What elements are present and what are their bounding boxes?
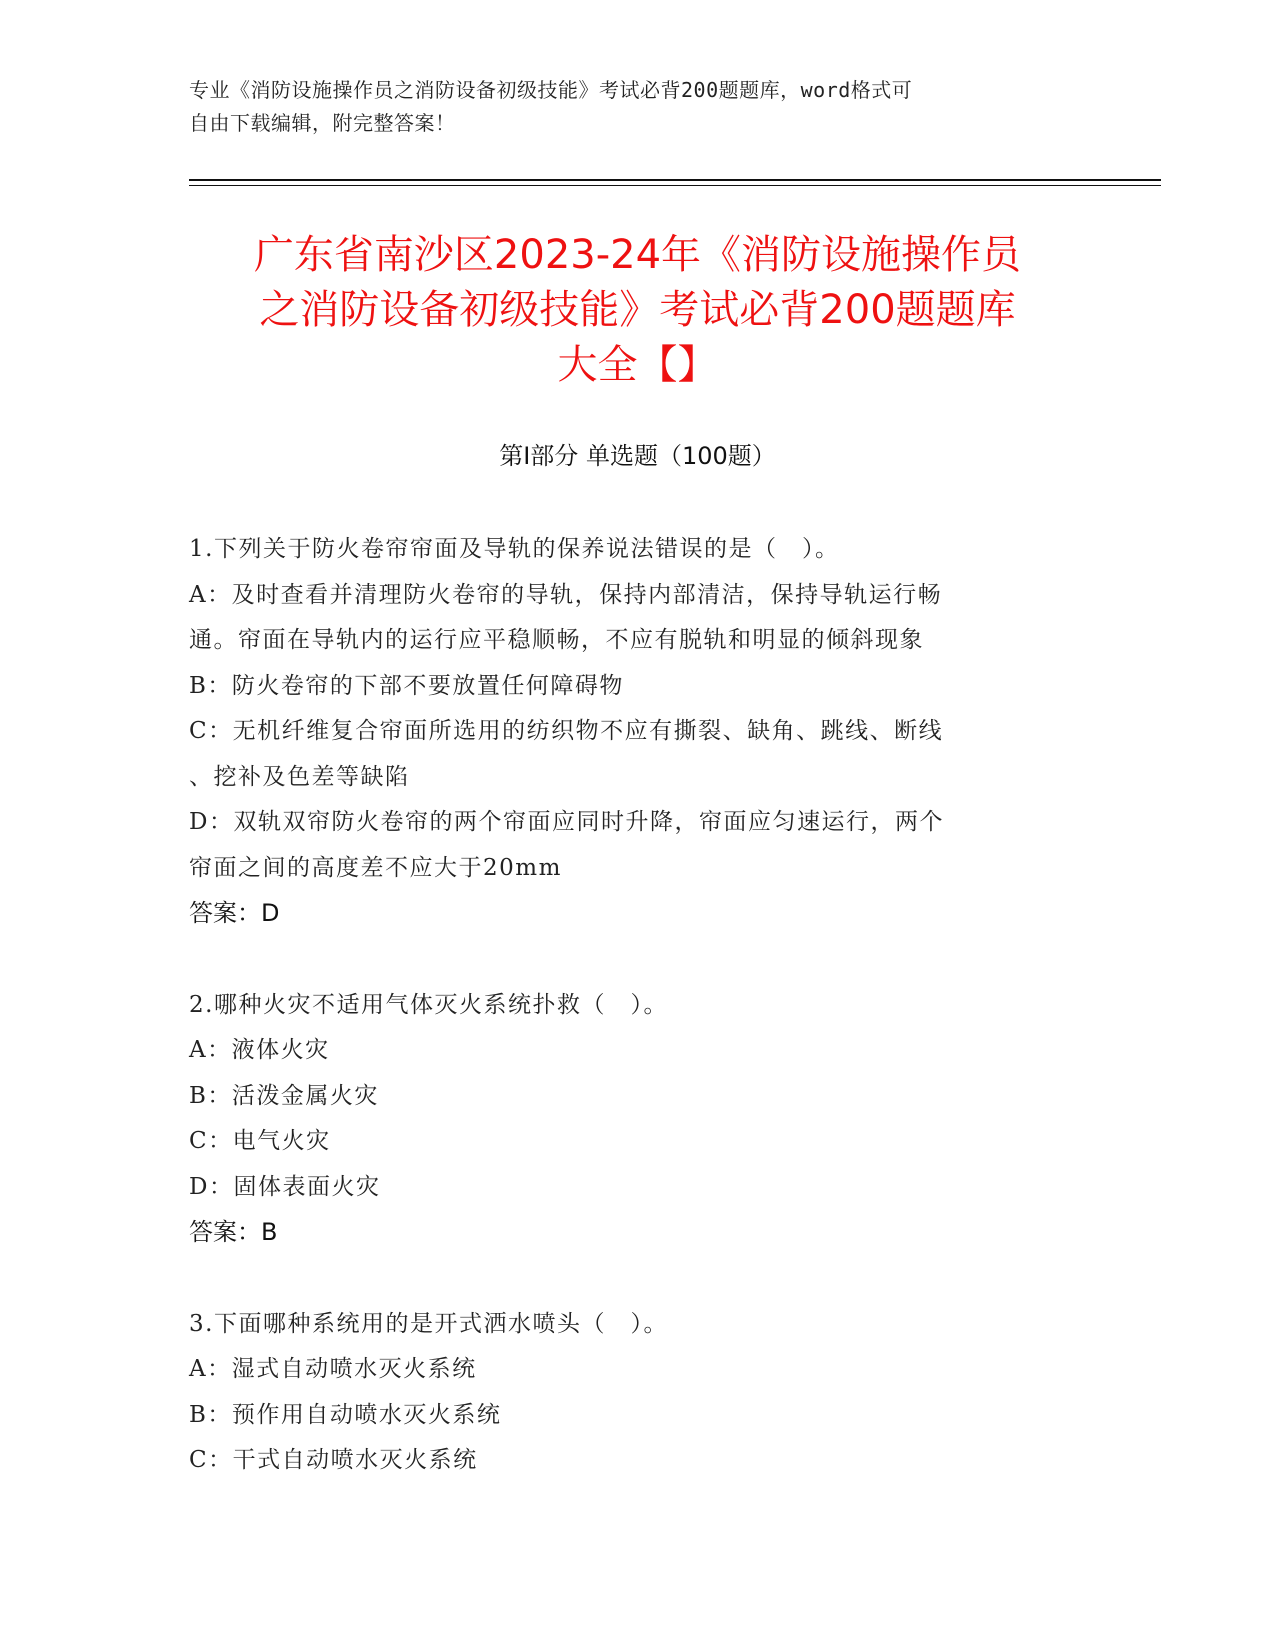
document-title-line-2: 之消防设备初级技能》考试必背200题题库 bbox=[259, 287, 1016, 333]
question-1-option-c-cont: 、挖补及色差等缺陷 bbox=[189, 763, 410, 790]
header-note-line-2: 自由下载编辑，附完整答案！ bbox=[189, 111, 456, 135]
header-divider-thin bbox=[189, 185, 1161, 186]
header-note bbox=[189, 74, 1089, 140]
question-2-option-b: B：活泼金属火灾 bbox=[189, 1082, 379, 1109]
question-3-option-a: A：湿式自动喷水灭火系统 bbox=[189, 1356, 477, 1382]
question-1-stem: 1.下列关于防火卷帘帘面及导轨的保养说法错误的是（ ）。 bbox=[189, 536, 840, 562]
question-2 bbox=[189, 983, 1089, 1256]
document-title-line-1: 广东省南沙区2023-24年《消防设施操作员 bbox=[253, 232, 1022, 278]
question-3-option-c: C：干式自动喷水灭火系统 bbox=[189, 1447, 478, 1473]
question-1-option-a-cont: 通。帘面在导轨内的运行应平稳顺畅，不应有脱轨和明显的倾斜现象 bbox=[189, 627, 924, 653]
question-3-stem: 3.下面哪种系统用的是开式洒水喷头（ ）。 bbox=[189, 1310, 668, 1337]
question-1-option-a: A：及时查看并清理防火卷帘的导轨，保持内部清洁，保持导轨运行畅 bbox=[189, 581, 943, 608]
question-1-option-b: B：防火卷帘的下部不要放置任何障碍物 bbox=[189, 672, 624, 699]
header-divider-thick bbox=[189, 179, 1161, 181]
question-1-option-c: C：无机纤维复合帘面所选用的纺织物不应有撕裂、缺角、跳线、断线 bbox=[189, 718, 944, 744]
question-1-answer: 答案：D bbox=[189, 899, 280, 927]
question-2-answer: 答案：B bbox=[189, 1218, 278, 1246]
question-list bbox=[189, 527, 1089, 1530]
document-title-line-3: 大全【】 bbox=[557, 342, 718, 388]
section-title: 第Ⅰ部分 单选题（100题） bbox=[499, 442, 776, 470]
question-1-option-d: D：双轨双帘防火卷帘的两个帘面应同时升降，帘面应匀速运行，两个 bbox=[189, 809, 944, 835]
question-1-option-d-cont: 帘面之间的高度差不应大于20mm bbox=[189, 854, 562, 881]
document-title bbox=[150, 228, 1125, 393]
question-2-option-a: A：液体火灾 bbox=[189, 1037, 330, 1063]
question-3-option-b: B：预作用自动喷水灭火系统 bbox=[189, 1401, 502, 1428]
question-2-option-c: C：电气火灾 bbox=[189, 1128, 331, 1154]
question-3 bbox=[189, 1302, 1089, 1484]
question-2-stem: 2.哪种火灾不适用气体灭火系统扑救（ ）。 bbox=[189, 991, 668, 1018]
question-2-option-d: D：固体表面火灾 bbox=[189, 1173, 381, 1200]
question-1 bbox=[189, 527, 1089, 937]
header-note-line-1: 专业《消防设施操作员之消防设备初级技能》考试必背200题题库，word格式可 bbox=[189, 78, 913, 102]
